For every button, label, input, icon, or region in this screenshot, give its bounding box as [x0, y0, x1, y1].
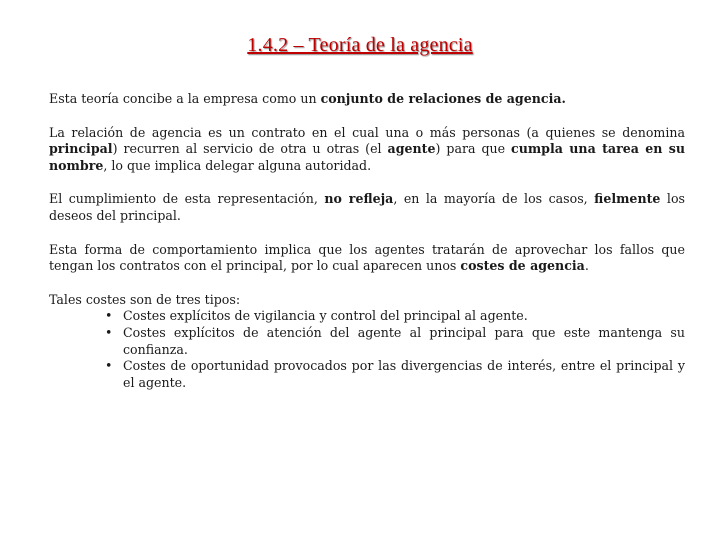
slide-title: 1.4.2 – Teoría de la agencia: [247, 34, 473, 56]
list-item-text: Costes explícitos de vigilancia y control del principal al agente.: [123, 308, 528, 324]
text: Esta forma de comportamiento implica que los agentes tratarán de aprovechar los fallos que tengan los contratos con el principal, por lo cual aparecen unos: [49, 241, 685, 274]
paragraph-1: [49, 91, 685, 108]
cost-types-list: [49, 308, 685, 391]
bold-text: costes de agencia: [460, 258, 585, 274]
text: , lo que implica delegar alguna autoridad.: [103, 157, 372, 173]
bullet-icon: •: [105, 324, 113, 340]
text: , en la mayoría de los casos,: [393, 191, 595, 207]
list-item: [49, 325, 685, 358]
list-intro: Tales costes son de tres tipos:: [49, 291, 241, 307]
text: El cumplimiento de esta representación,: [49, 191, 325, 207]
list-item: [49, 358, 685, 391]
bold-text: agente: [387, 141, 436, 157]
paragraph-4: [49, 242, 685, 275]
text: Esta teoría concibe a la empresa como un: [49, 91, 321, 106]
paragraph-2: [49, 125, 685, 175]
list-item-text: Costes explícitos de atención del agente al principal para que este mantenga su confianza.: [123, 324, 685, 357]
bold-text: cumpla una tarea en su nombre: [49, 141, 685, 173]
list-item: [49, 308, 685, 325]
text: La relación de agencia es un contrato en el cual una o más personas (a quienes se denomina: [49, 124, 685, 140]
bullet-icon: •: [105, 308, 113, 324]
paragraph-3: [49, 191, 685, 224]
text: los deseos del principal.: [49, 191, 685, 223]
text: .: [584, 258, 589, 274]
bold-text: conjunto de relaciones de agencia.: [320, 91, 566, 106]
bold-text: fielmente: [594, 191, 661, 207]
text: ) recurren al servicio de otra u otras (el: [112, 141, 388, 157]
paragraph-5: [49, 292, 685, 392]
bold-text: no refleja: [324, 191, 394, 207]
bold-text: principal: [49, 141, 113, 157]
slide-body: [49, 91, 685, 391]
text: ) para que: [435, 141, 512, 157]
bullet-icon: •: [105, 358, 113, 374]
list-item-text: Costes de oportunidad provocados por las divergencias de interés, entre el principal y el agente.: [123, 358, 685, 390]
